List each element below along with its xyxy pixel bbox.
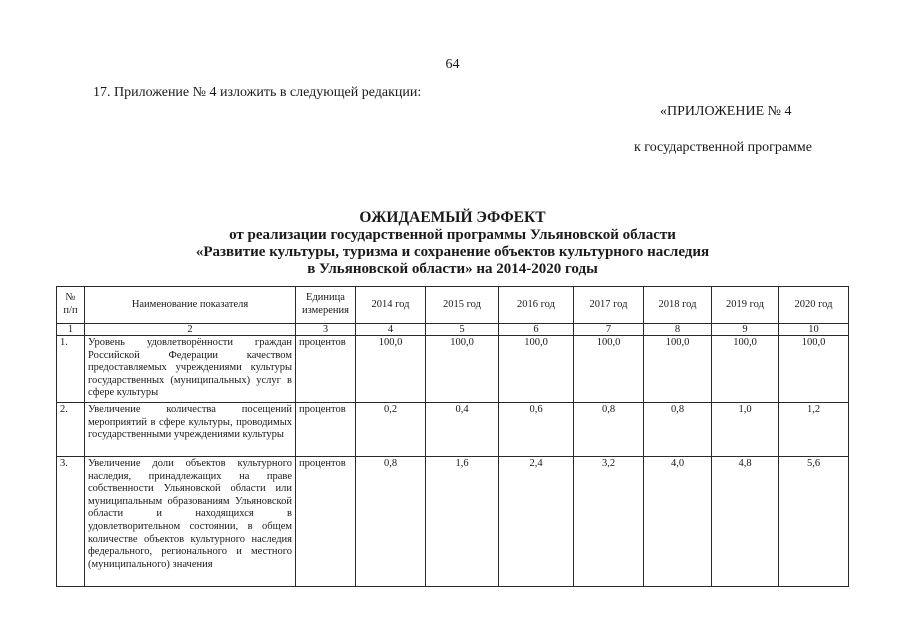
value-2014: 100,0 (356, 336, 426, 403)
column-number: 3 (296, 324, 356, 336)
row-number: 2. (57, 403, 85, 457)
header-year-2014: 2014 год (356, 287, 426, 324)
value-2015: 1,6 (426, 457, 499, 587)
document-heading-line-3: «Развитие культуры, туризма и сохранение объектов культурного наследия (195, 244, 710, 260)
column-number: 4 (356, 324, 426, 336)
effect-table (56, 286, 849, 587)
value-2014: 0,2 (356, 403, 426, 457)
table-row (57, 336, 849, 403)
value-2020: 1,2 (779, 403, 849, 457)
value-2020: 5,6 (779, 457, 849, 587)
column-number: 6 (499, 324, 574, 336)
row-number: 3. (57, 457, 85, 587)
header-year-2016: 2016 год (499, 287, 574, 324)
value-2020: 100,0 (779, 336, 849, 403)
header-year-2017: 2017 год (574, 287, 644, 324)
indicator-name: Уровень удовлетворённости граждан Российской Федерации качеством предоставляемых учреждениями культуры государственных (муниципальных) услуг в сфере культуры (85, 336, 296, 403)
column-number: 8 (644, 324, 712, 336)
value-2017: 100,0 (574, 336, 644, 403)
value-2014: 0,8 (356, 457, 426, 587)
document-heading-line-4: в Ульяновской области» на 2014-2020 годы (307, 261, 598, 277)
value-2015: 0,4 (426, 403, 499, 457)
value-2019: 1,0 (712, 403, 779, 457)
value-2016: 2,4 (499, 457, 574, 587)
value-2017: 0,8 (574, 403, 644, 457)
value-2015: 100,0 (426, 336, 499, 403)
header-year-2020: 2020 год (779, 287, 849, 324)
value-2016: 100,0 (499, 336, 574, 403)
table-header-row (57, 287, 849, 324)
value-2018: 4,0 (644, 457, 712, 587)
column-number-row (57, 324, 849, 336)
value-2018: 0,8 (644, 403, 712, 457)
intro-text: 17. Приложение № 4 изложить в следующей редакции: (93, 85, 422, 100)
header-year-2018: 2018 год (644, 287, 712, 324)
column-number: 5 (426, 324, 499, 336)
header-year-2019: 2019 год (712, 287, 779, 324)
indicator-name: Увеличение количества посещений мероприятий в сфере культуры, проводимых государственными учреждениями культуры (85, 403, 296, 457)
column-number: 7 (574, 324, 644, 336)
appendix-subtitle: к государственной программе (634, 140, 812, 155)
document-heading-line-2: от реализации государственной программы Ульяновской области (229, 227, 676, 243)
table-row (57, 403, 849, 457)
indicator-name: Увеличение доли объектов культурного наследия, принадлежащих на праве собственности Ульяновской области или муниципальным образованиям Ульяновской области и находящихся в удовлетворительном состоянии, в общем количестве объектов культурного наследия федерального, регионального и местного (муниципального) значения (85, 457, 296, 587)
value-2018: 100,0 (644, 336, 712, 403)
table-row (57, 457, 849, 587)
column-number: 2 (85, 324, 296, 336)
indicator-unit: процентов (296, 457, 356, 587)
value-2019: 100,0 (712, 336, 779, 403)
indicator-unit: процентов (296, 336, 356, 403)
header-year-2015: 2015 год (426, 287, 499, 324)
column-number: 1 (57, 324, 85, 336)
page-number: 64 (445, 57, 460, 72)
header-name: Наименование показателя (85, 287, 296, 324)
header-num: № п/п (57, 287, 85, 324)
header-unit: Единица измерения (296, 287, 356, 324)
value-2016: 0,6 (499, 403, 574, 457)
value-2017: 3,2 (574, 457, 644, 587)
column-number: 9 (712, 324, 779, 336)
row-number: 1. (57, 336, 85, 403)
value-2019: 4,8 (712, 457, 779, 587)
indicator-unit: процентов (296, 403, 356, 457)
document-heading: ОЖИДАЕМЫЙ ЭФФЕКТ (359, 209, 546, 226)
column-number: 10 (779, 324, 849, 336)
appendix-title: «ПРИЛОЖЕНИЕ № 4 (660, 104, 792, 119)
